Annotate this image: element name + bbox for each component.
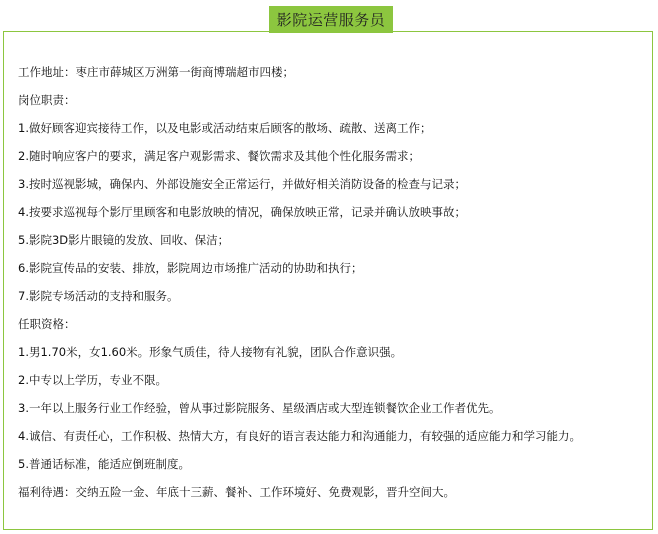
duties-heading: 岗位职责： [18,93,76,107]
duty-item: 4.按要求巡视每个影厅里顾客和电影放映的情况，确保放映正常，记录并确认放映事故； [18,205,466,219]
qualification-item: 5.普通话标准，能适应倒班制度。 [18,457,190,471]
work-address: 工作地址：枣庄市薛城区万洲第一街商博瑞超市四楼； [18,65,294,79]
qualification-item: 1.男1.70米，女1.60米。形象气质佳，待人接物有礼貌，团队合作意识强。 [18,345,403,359]
qualifications-heading: 任职资格： [18,317,76,331]
duty-item: 6.影院宣传品的安装、排放，影院周边市场推广活动的协助和执行； [18,261,363,275]
duty-item: 7.影院专场活动的支持和服务。 [18,289,179,303]
page-title: 影院运营服务员 [276,11,386,29]
title-banner [269,6,393,33]
posting-content [18,58,648,506]
duty-item: 5.影院3D影片眼镜的发放、回收、保洁； [18,233,230,247]
benefits: 福利待遇：交纳五险一金、年底十三薪、餐补、工作环境好、免费观影，晋升空间大。 [18,485,455,499]
qualification-item: 4.诚信、有责任心，工作积极、热情大方，有良好的语言表达能力和沟通能力，有较强的适应能力和学习能力。 [18,429,581,443]
duty-item: 2.随时响应客户的要求，满足客户观影需求、餐饮需求及其他个性化服务需求； [18,149,420,163]
duty-item: 1.做好顾客迎宾接待工作，以及电影或活动结束后顾客的散场、疏散、送离工作； [18,121,432,135]
qualification-item: 3.一年以上服务行业工作经验，曾从事过影院服务、星级酒店或大型连锁餐饮企业工作者优先。 [18,401,501,415]
qualification-item: 2.中专以上学历，专业不限。 [18,373,167,387]
duty-item: 3.按时巡视影城，确保内、外部设施安全正常运行，并做好相关消防设备的检查与记录； [18,177,466,191]
